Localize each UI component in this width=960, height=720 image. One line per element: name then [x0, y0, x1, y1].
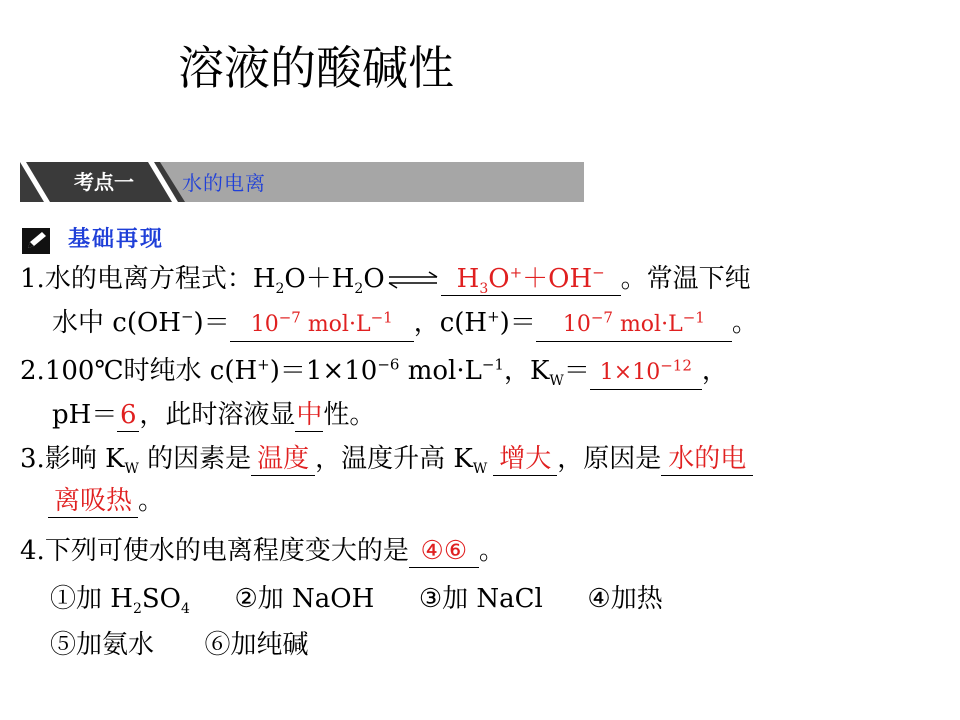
q3-answer-reason-1: 水的电 — [661, 443, 753, 476]
q3-text: 。 — [138, 486, 165, 516]
q1-sub: 2 — [275, 281, 285, 298]
q1-answer-oh: $10^{-7}$ $mol\cdot L^{-1}$ — [230, 309, 414, 342]
q1-number: 1. — [20, 264, 45, 294]
q1-text: )＝ — [193, 308, 230, 338]
q2-answer-kw: $1\times 10^{-12}$ — [590, 357, 702, 390]
q2-line-2 — [52, 398, 375, 432]
q2-answer-neutral: 中 — [296, 400, 323, 430]
q2-text: )＝1×10 — [269, 356, 378, 386]
q3-answer-reason-2: 离吸热 — [48, 485, 138, 518]
q1-line-2 — [52, 306, 758, 342]
q2-text: mol·L — [399, 356, 482, 386]
q3-sub: W — [472, 461, 488, 478]
q2-text: pH＝ — [52, 400, 118, 430]
q4-option-1: ①加 $H_2SO_4$ — [50, 584, 190, 618]
q2-text: ， — [701, 356, 728, 386]
q4-option-4: ④加热 — [587, 584, 663, 614]
banner-tag-label: 考点一 — [74, 170, 134, 194]
q2-number: 2. — [20, 356, 45, 386]
q3-answer-change: 增大 — [493, 443, 557, 476]
q2-answer-ph: 6 — [117, 399, 139, 432]
q4-answer: ④⑥ — [409, 535, 479, 568]
equilibrium-arrow-icon — [385, 270, 441, 290]
banner-topic: 水的电离 — [182, 171, 266, 195]
topic-banner — [20, 162, 584, 202]
section-label: 基础再现 — [68, 227, 165, 252]
q4-options-row-2 — [50, 628, 309, 662]
q4-line-1 — [20, 534, 505, 568]
q1-text: )＝ — [499, 308, 536, 338]
q1-text: 水中 c(OH — [52, 308, 181, 338]
pencil-icon — [22, 228, 50, 254]
q4-text: 下列可使水的电离程度变大的是 — [44, 536, 409, 566]
q2-sup: −1 — [481, 355, 504, 374]
q2-sub: W — [549, 373, 564, 390]
q2-sup: −6 — [377, 355, 400, 374]
q2-text: ，K — [503, 356, 550, 386]
q1-text: O — [363, 264, 385, 294]
q2-text: 100℃时纯水 c(H — [44, 356, 258, 386]
q3-text: ，温度升高 K — [315, 444, 473, 474]
q3-text: 的因素是 — [138, 444, 252, 474]
q4-option-6: ⑥加纯碱 — [204, 630, 309, 660]
q3-sub: W — [124, 461, 139, 478]
q1-text: ，c(H — [413, 308, 488, 338]
q1-text: 水的电离方程式：H — [44, 264, 276, 294]
q1-sup: + — [487, 307, 500, 326]
q4-options-row-1 — [50, 582, 663, 616]
q4-number: 4. — [20, 536, 45, 566]
q1-answer-equation: $H_3O^++OH^-$ — [441, 263, 621, 296]
page-title: 溶液的酸碱性 — [178, 41, 454, 95]
q4-option-3: ③加 NaCl — [418, 584, 543, 614]
q3-number: 3. — [20, 444, 45, 474]
q2-text: ，此时溶液显 — [139, 400, 296, 430]
q1-line-1 — [20, 262, 751, 296]
q1-text: O＋H — [284, 264, 355, 294]
q4-option-2: ②加 NaOH — [234, 584, 375, 614]
q2-text: 性。 — [323, 400, 376, 430]
q2-text: ＝ — [563, 356, 590, 386]
q3-text: ，原因是 — [557, 444, 662, 474]
q3-line-2 — [48, 484, 164, 518]
q4-option-5: ⑤加氨水 — [50, 630, 155, 660]
q2-line-1 — [20, 354, 728, 390]
q2-sup: + — [257, 355, 270, 374]
q1-answer-h: $10^{-7}$ $mol\cdot L^{-1}$ — [536, 309, 732, 342]
q1-text: 。 — [731, 308, 758, 338]
q3-answer-factor: 温度 — [251, 443, 315, 476]
q3-text: 影响 K — [44, 444, 125, 474]
q3-line-1 — [20, 442, 753, 476]
q1-sup: − — [180, 307, 194, 326]
q1-text: 。常温下纯 — [620, 264, 751, 294]
q4-text: 。 — [478, 536, 505, 566]
q1-sub: 2 — [354, 281, 364, 298]
